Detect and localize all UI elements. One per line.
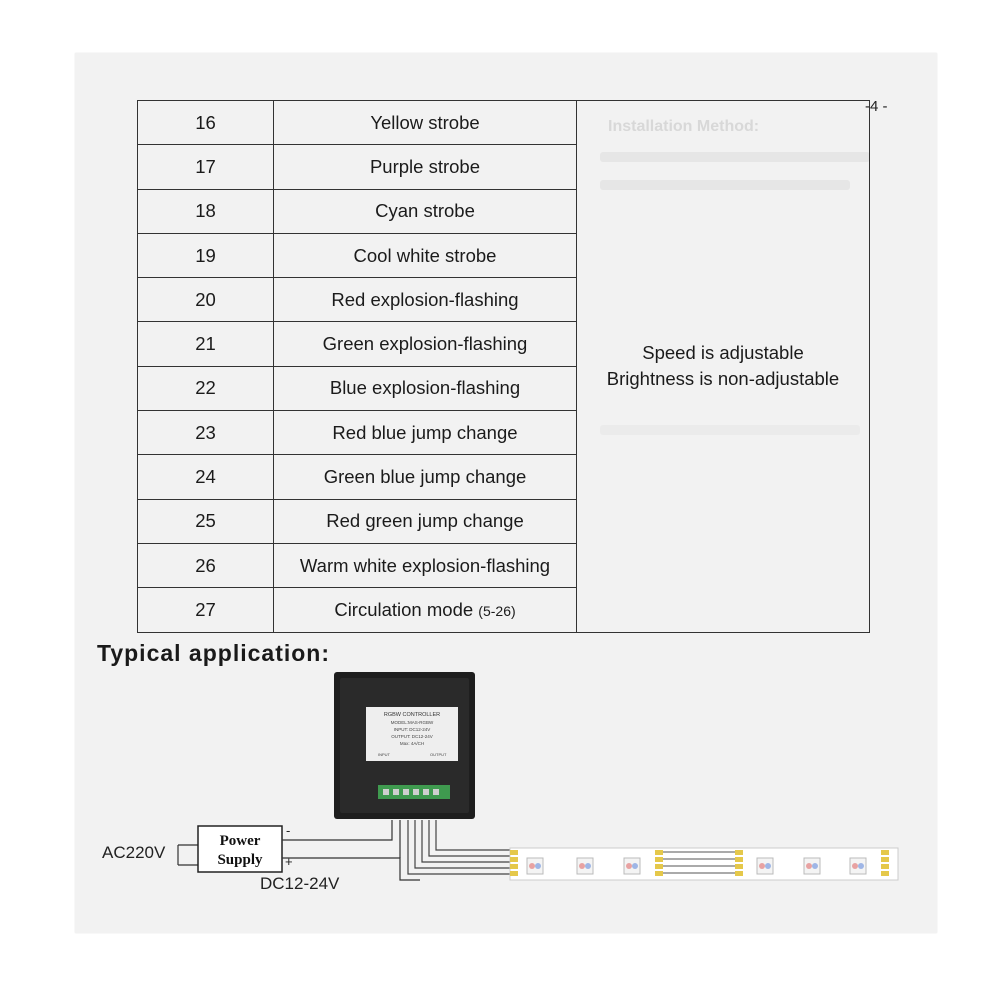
ac-input-label: AC220V [102,843,166,862]
mode-name: Green explosion-flashing [274,322,577,366]
minus-terminal-label: - [286,823,291,838]
dc-wires [282,820,420,880]
power-supply [198,826,282,872]
controller-label-line: Max: 4A/CH [399,741,425,746]
dc-output-label: DC12-24V [260,874,340,893]
mode-number: 19 [138,233,274,277]
typical-application-heading: Typical application: [97,640,330,666]
brightness-note: Brightness is non-adjustable [606,368,840,390]
mode-name: Purple strobe [274,145,577,189]
power-supply-label-line1: Power [219,833,261,849]
mode-name-text: Circulation mode [334,598,474,620]
mode-number: 23 [138,411,274,455]
mode-number: 17 [138,145,274,189]
mode-name: Yellow strobe [274,101,577,145]
controller-input-tag: INPUT [378,752,390,757]
mode-number: 24 [138,455,274,499]
power-supply-label-line2: Supply [217,852,263,868]
mode-name: Green blue jump change [274,455,577,499]
rgbw-controller [334,672,475,819]
mode-name: Cool white strobe [274,233,577,277]
mode-name: Warm white explosion-flashing [274,543,577,587]
led-strip [510,848,898,880]
bleed-through-text: Installation Method: [608,118,760,135]
mode-number: 27 [138,588,274,632]
plus-terminal-label: + [285,854,293,869]
output-wires [408,820,510,874]
speed-note: Speed is adjustable [642,342,804,364]
mode-number: 26 [138,543,274,587]
controller-label-line: MODEL:MAS-RGBW [390,720,434,725]
ac-input-wires [178,845,198,865]
controller-label-line: INPUT: DC12-24V [393,727,431,732]
mode-name: Red explosion-flashing [274,278,577,322]
page-number: -4 - [865,98,888,115]
mode-name: Blue explosion-flashing [274,366,577,410]
mode-number: 25 [138,499,274,543]
controller-label-line: RGBW CONTROLLER [383,712,441,718]
mode-number: 21 [138,322,274,366]
mode-range: (5-26) [478,602,516,619]
mode-number: 22 [138,366,274,410]
mode-name: Cyan strobe [274,189,577,233]
controller-output-tag: OUTPUT [430,752,447,757]
mode-number: 18 [138,189,274,233]
mode-name: Red green jump change [274,499,577,543]
mode-name: Red blue jump change [274,411,577,455]
mode-number: 20 [138,278,274,322]
mode-number: 16 [138,101,274,145]
controller-label-line: OUTPUT: DC12-24V [391,734,433,739]
